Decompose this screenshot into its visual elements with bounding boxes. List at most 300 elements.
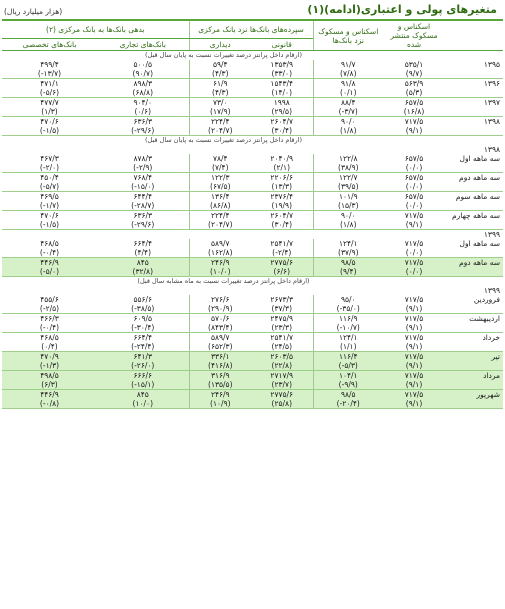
cell-c6: ۴۶۸/۵ — [40, 333, 59, 342]
row-label — [445, 182, 503, 192]
percent-change-row — [2, 69, 503, 79]
cell-c1: ۷۱۷/۵ — [404, 333, 424, 342]
cell-c1: ۷۱۷/۵ — [383, 258, 445, 268]
row-label — [445, 361, 503, 371]
percent-change-row — [2, 342, 503, 352]
cell-c2: (۳۵/۰-) — [313, 304, 383, 314]
value-row — [2, 154, 503, 163]
percent-change-row — [2, 220, 503, 230]
cell-c3: (۱۳/۳) — [251, 182, 313, 192]
cell-c4: (۴۱۶/۸) — [189, 361, 251, 371]
value-row — [2, 98, 503, 108]
header-specialized: بانک‌های تخصصی — [2, 39, 97, 51]
cell-c2: (۹/۹-) — [313, 380, 383, 390]
cell-c3: ۲۳۷۶/۴ — [270, 192, 294, 201]
cell-c6: (۰/۴-) — [2, 248, 97, 258]
cell-c1: ۶۵۷/۵ — [404, 154, 424, 163]
row-label — [445, 107, 503, 117]
cell-c6: (۶/۳) — [2, 380, 97, 390]
empty-cell — [2, 145, 97, 154]
row-label: مرداد — [445, 371, 503, 381]
cell-c2: (۳۹/۵) — [313, 182, 383, 192]
cell-c1: ۶۵۷/۵ — [404, 173, 424, 182]
cell-c5: (۲۴/۴-) — [97, 342, 189, 352]
cell-c6: (۱۳/۷-) — [2, 69, 97, 79]
header-label — [445, 20, 503, 39]
cell-c2: ۹۵/۰ — [313, 295, 383, 304]
cell-c3: ۲۲۰۶/۶ — [270, 173, 294, 182]
cell-c1: (۰/۰) — [383, 248, 445, 258]
cell-c1: ۷۱۷/۵ — [404, 211, 424, 220]
cell-c4: (۴/۳) — [189, 69, 251, 79]
value-row — [2, 295, 503, 304]
empty-cell — [383, 145, 445, 154]
cell-c6: (۱/۳-) — [2, 361, 97, 371]
cell-c4: ۱۲۲/۳ — [189, 173, 251, 183]
cell-c5: ۶۶۶/۶ — [97, 371, 189, 381]
cell-c2: (۲۰/۴-) — [313, 399, 383, 409]
cell-c5: ۶۴۱/۳ — [97, 352, 189, 362]
section-year-label: ۱۳۹۹ — [483, 286, 501, 295]
cell-c3: (۱۴/۰) — [251, 88, 313, 98]
empty-cell — [97, 286, 189, 295]
cell-c4: ۳۱۶/۹ — [189, 371, 251, 381]
cell-c5: (۳۰/۴-) — [97, 323, 189, 333]
cell-c6: (۵/۷-) — [2, 182, 97, 192]
empty-cell — [251, 145, 313, 154]
cell-c4: (۷/۴) — [189, 163, 251, 173]
row-label — [445, 304, 503, 314]
value-row — [2, 60, 503, 69]
cell-c5: ۸۴۵ — [97, 390, 189, 400]
percent-change-row — [2, 107, 503, 117]
row-label: ۱۳۹۶ — [483, 79, 501, 88]
cell-c5: ۸۷۸/۳ — [133, 154, 153, 163]
cell-c4: (۲۰۴/۷) — [189, 126, 251, 136]
section-year-row — [2, 145, 503, 154]
cell-c4: (۲۰۴/۷) — [189, 220, 251, 230]
section-year-label: ۱۳۹۸ — [483, 145, 501, 154]
cell-c2: ۱۱۶/۹ — [313, 314, 383, 324]
cell-c2: ۹۰/۰ — [313, 211, 383, 221]
cell-c1: (۹/۱) — [383, 323, 445, 333]
cell-c5: ۶۳۶/۳ — [133, 117, 153, 126]
cell-c4: ۲۷۶/۶ — [189, 295, 251, 304]
cell-c6: ۴۷۱/۱ — [40, 79, 59, 88]
cell-c3: (۳۰/۴) — [251, 126, 313, 136]
row-label: ۱۳۹۷ — [483, 98, 501, 107]
row-label — [445, 201, 503, 211]
cell-c3: ۱۹۹۸ — [273, 98, 290, 107]
percent-change-row — [2, 126, 503, 136]
header-deposits-group: سپرده‌های بانک‌ها نزد بانک مرکزی — [189, 20, 313, 39]
cell-c4: (۱۶۲/۸) — [189, 248, 251, 258]
percent-change-row — [2, 267, 503, 277]
cell-c3: ۱۳۵۳/۹ — [270, 60, 294, 69]
header-currency-issued: اسکناس و مسکوک منتشر شده — [383, 20, 445, 51]
cell-c6: ۴۵۵/۶ — [40, 295, 59, 304]
cell-c2: ۱۲۴/۱ — [313, 333, 383, 343]
cell-c3: (۲۳/۳) — [251, 323, 313, 333]
percent-change-row — [2, 323, 503, 333]
cell-c3: ۲۶۰۳/۵ — [251, 352, 313, 362]
cell-c2: ۹۱/۸ — [313, 79, 383, 89]
cell-c4: (۱۳۵/۵) — [189, 380, 251, 390]
cell-c6: (۵/۰-) — [2, 267, 97, 277]
header-debt-group: بدهی بانک‌ها به بانک مرکزی (۲) — [2, 20, 189, 39]
row-label: سه ماهه سوم — [455, 192, 501, 201]
cell-c4: (۱۷/۹) — [189, 107, 251, 117]
percent-change-row — [2, 248, 503, 258]
cell-c5: ۹۰۴/۰ — [133, 98, 153, 107]
empty-cell — [97, 230, 189, 240]
cell-c3: (۳۰/۴) — [251, 220, 313, 230]
cell-c6: (۱/۳) — [2, 107, 97, 117]
cell-c1: ۷۱۷/۵ — [383, 371, 445, 381]
row-label — [445, 69, 503, 79]
cell-c2: ۸۸/۴ — [313, 98, 383, 108]
cell-c4: ۵۷۰/۶ — [189, 314, 251, 324]
note-label-cell — [445, 136, 503, 146]
unit-label: (هزار میلیارد ریال) — [4, 7, 63, 16]
cell-c2: ۹۱/۷ — [313, 60, 383, 69]
cell-c5: (۲۸/۷-) — [97, 201, 189, 211]
row-label — [445, 88, 503, 98]
note-row — [2, 277, 503, 287]
note-label-cell — [445, 277, 503, 287]
cell-c4: ۱۳۶/۴ — [189, 192, 251, 202]
table-note: (ارقام داخل پرانتز درصد تغییرات نسبت به پایان سال قبل) — [145, 51, 303, 59]
row-label: سه ماهه دوم — [459, 173, 501, 182]
row-label — [445, 342, 503, 352]
cell-c5: (۱۵/۰-) — [97, 182, 189, 192]
row-label — [445, 323, 503, 333]
cell-c6: (۵/۶-) — [2, 88, 97, 98]
value-row — [2, 314, 503, 324]
cell-c6: (۲/۵-) — [2, 304, 97, 314]
cell-c6: ۴۹۸/۵ — [2, 371, 97, 381]
section-year-row — [2, 286, 503, 295]
cell-c6: ۴۶۷/۳ — [40, 154, 59, 163]
cell-c3: ۲۴۷۵/۹ — [270, 314, 294, 323]
cell-c6: ۴۶۶/۳ — [40, 314, 59, 323]
cell-c1: (۹/۱) — [383, 304, 445, 314]
cell-c4: (۸۶/۸) — [189, 201, 251, 211]
percent-change-row — [2, 361, 503, 371]
cell-c4: ۲۲۴/۴ — [189, 117, 251, 127]
cell-c1: (۹/۱) — [383, 380, 445, 390]
value-row — [2, 192, 503, 202]
percent-change-row — [2, 88, 503, 98]
cell-c3: ۲۶۰۴/۷ — [270, 211, 294, 220]
cell-c6: (۱/۷-) — [2, 201, 97, 211]
cell-c5: ۵۰۰/۵ — [133, 60, 153, 69]
percent-change-row — [2, 163, 503, 173]
cell-c4: ۲۲۴/۴ — [189, 211, 251, 221]
cell-c5: ۸۹۸/۳ — [133, 79, 153, 88]
row-label — [445, 220, 503, 230]
cell-c6: (۲/۰-) — [2, 163, 97, 173]
cell-c4: ۵۸۹/۷ — [189, 333, 251, 343]
cell-c4: ۲۴۶/۹ — [189, 390, 251, 400]
empty-cell — [189, 145, 251, 154]
cell-c5: ۶۰۹/۵ — [133, 314, 153, 323]
cell-c5: ۶۴۴/۴ — [133, 192, 153, 201]
cell-c1: (۹/۱) — [383, 220, 445, 230]
cell-c6: ۴۵۰/۴ — [40, 173, 59, 182]
cell-c6: ۴۷۷/۷ — [40, 98, 59, 107]
row-label — [445, 163, 503, 173]
row-label: سه ماهه چهارم — [452, 211, 501, 220]
cell-c1: (۵/۳) — [383, 88, 445, 98]
percent-change-row — [2, 304, 503, 314]
table-title: متغیرهای پولی و اعتباری(ادامه)(۱) — [307, 3, 497, 16]
cell-c5: (۲۹/۶-) — [97, 220, 189, 230]
row-label: ۱۳۹۸ — [483, 117, 501, 126]
empty-cell — [251, 286, 313, 295]
header-row-1 — [2, 20, 503, 39]
cell-c1: ۷۱۷/۵ — [404, 314, 424, 323]
value-row — [2, 173, 503, 183]
header-legal: قانونی — [251, 39, 313, 51]
empty-cell — [313, 230, 383, 240]
cell-c5: (۶۸/۸) — [97, 88, 189, 98]
section-year-label: ۱۳۹۹ — [483, 230, 501, 239]
empty-cell — [2, 230, 97, 240]
cell-c4: ۶۱/۹ — [189, 79, 251, 89]
row-label — [445, 380, 503, 390]
cell-c6: (۱/۵-) — [2, 126, 97, 136]
cell-c3: ۲۷۷۵/۶ — [251, 258, 313, 268]
cell-c3: (۱۹/۹) — [251, 201, 313, 211]
cell-c6: (۰/۸-) — [2, 399, 97, 409]
cell-c5: ۶۶۴/۴ — [133, 333, 153, 342]
cell-c1: (۹/۱) — [383, 342, 445, 352]
cell-c3: ۲۶۷۳/۳ — [270, 295, 294, 304]
value-row — [2, 258, 503, 268]
cell-c2: ۱۲۴/۱ — [313, 239, 383, 248]
cell-c3: ۲۷۷۵/۶ — [251, 390, 313, 400]
cell-c1: ۷۱۷/۵ — [404, 295, 424, 304]
cell-c1: (۹/۱) — [383, 126, 445, 136]
cell-c1: (۰/۰) — [383, 182, 445, 192]
cell-c5: (۹۰/۷) — [97, 69, 189, 79]
header-commercial: بانک‌های تجاری — [97, 39, 189, 51]
cell-c3: (۲/۴-) — [251, 248, 313, 258]
empty-cell — [383, 286, 445, 295]
row-label: فروردین — [473, 295, 501, 304]
percent-change-row — [2, 380, 503, 390]
cell-c3: ۲۵۴۱/۷ — [270, 239, 294, 248]
cell-c5: (۳۲/۸) — [97, 267, 189, 277]
header-sight: دیداری — [189, 39, 251, 51]
cell-c6: (۱/۵-) — [2, 220, 97, 230]
cell-c2: (۱۰/۷-) — [313, 323, 383, 333]
row-label: سه ماهه دوم — [445, 258, 503, 268]
cell-c2: (۳۸/۹) — [313, 163, 383, 173]
cell-c1: (۹/۷) — [383, 69, 445, 79]
cell-c3: (۲۵/۸) — [251, 399, 313, 409]
empty-cell — [97, 145, 189, 154]
cell-c1: ۶۵۷/۵ — [404, 192, 424, 201]
cell-c3: (۶/۶) — [251, 267, 313, 277]
cell-c5: (۱۵/۱-) — [97, 380, 189, 390]
cell-c6: ۴۷۰/۶ — [40, 211, 59, 220]
cell-c5: ۸۴۵ — [97, 258, 189, 268]
cell-c5: (۲۹/۶-) — [97, 126, 189, 136]
empty-cell — [2, 286, 97, 295]
cell-c3: (۲/۱) — [251, 163, 313, 173]
cell-c2: (۵/۳-) — [313, 361, 383, 371]
cell-c3: (۲۳/۷) — [251, 380, 313, 390]
value-row — [2, 352, 503, 362]
cell-c4: ۳۳۶/۱ — [189, 352, 251, 362]
cell-c1: ۷۱۷/۵ — [383, 352, 445, 362]
cell-c6: (۰/۴) — [2, 342, 97, 352]
value-row — [2, 371, 503, 381]
row-label: شهریور — [445, 390, 503, 400]
table-note: (ارقام داخل پرانتز درصد تغییرات نسبت به ماه مشابه سال قبل) — [137, 277, 310, 285]
cell-c5: (۳۸/۵-) — [97, 304, 189, 314]
cell-c2: ۱۱۶/۴ — [313, 352, 383, 362]
value-row — [2, 333, 503, 343]
row-label: سه ماهه اول — [459, 154, 501, 163]
row-label: ۱۳۹۵ — [483, 60, 501, 69]
cell-c2: (۰/۱) — [313, 88, 383, 98]
cell-c1: ۷۱۷/۵ — [404, 239, 424, 248]
value-row — [2, 211, 503, 221]
cell-c5: ۶۶۴/۴ — [133, 239, 153, 248]
cell-c3: ۱۵۴۳/۴ — [270, 79, 294, 88]
row-label: تیر — [445, 352, 503, 362]
row-label — [445, 248, 503, 258]
cell-c1: ۵۶۳/۹ — [404, 79, 424, 88]
empty-cell — [189, 286, 251, 295]
cell-c2: ۹۰/۰ — [313, 117, 383, 127]
row-label: خرداد — [482, 333, 501, 342]
row-label — [445, 267, 503, 277]
cell-c3: ۲۰۴۰/۹ — [270, 154, 294, 163]
cell-c4: (۱۰/۰) — [189, 267, 251, 277]
cell-c5: ۵۵۶/۶ — [133, 295, 153, 304]
cell-c4: ۲۴۶/۹ — [189, 258, 251, 268]
cell-c5: ۷۶۸/۴ — [133, 173, 153, 182]
note-row — [2, 136, 503, 146]
cell-c2: (۷/۸) — [313, 69, 383, 79]
cell-c1: ۷۱۷/۵ — [383, 390, 445, 400]
cell-c5: (۲/۹-) — [97, 163, 189, 173]
cell-c2: (۱۵/۳) — [313, 201, 383, 211]
cell-c6: ۴۴۶/۹ — [2, 390, 97, 400]
row-label: اردیبهشت — [469, 314, 501, 323]
cell-c5: (۴/۴) — [97, 248, 189, 258]
note-row — [2, 51, 503, 61]
cell-c2: (۹/۴) — [313, 267, 383, 277]
empty-cell — [383, 230, 445, 240]
note-label-cell — [445, 51, 503, 61]
header-currency-banks: اسکناس و مسکوک نزد بانک‌ها — [313, 20, 383, 51]
cell-c3: (۲۴/۵) — [251, 342, 313, 352]
cell-c1: (۱۶/۸) — [383, 107, 445, 117]
value-row — [2, 117, 503, 127]
cell-c2: (۱/۱) — [313, 342, 383, 352]
cell-c1: (۹/۱) — [383, 361, 445, 371]
cell-c2: ۱۰۱/۹ — [313, 192, 383, 202]
value-row — [2, 390, 503, 400]
header-label-2 — [445, 39, 503, 51]
cell-c4: ۵۹/۴ — [189, 60, 251, 69]
cell-c2: (۱/۸) — [313, 220, 383, 230]
section-year-row — [2, 230, 503, 240]
cell-c2: (۳/۷-) — [313, 107, 383, 117]
cell-c2: ۹۸/۵ — [313, 258, 383, 268]
cell-c4: (۸۴۳/۴) — [189, 323, 251, 333]
monetary-variables-table — [2, 19, 503, 409]
empty-cell — [313, 286, 383, 295]
cell-c6: ۴۶۹/۵ — [40, 192, 59, 201]
cell-c4: ۵۸۹/۷ — [189, 239, 251, 248]
cell-c4: (۶۵۲/۳) — [189, 342, 251, 352]
cell-c3: (۳۷/۳) — [251, 304, 313, 314]
cell-c1: (۹/۱) — [383, 399, 445, 409]
cell-c4: (۲۹۰/۹) — [189, 304, 251, 314]
cell-c3: ۲۶۰۴/۷ — [270, 117, 294, 126]
cell-c1: (۰/۰) — [383, 163, 445, 173]
cell-c4: (۱۰/۹) — [189, 399, 251, 409]
cell-c1: (۰/۰) — [383, 201, 445, 211]
empty-cell — [189, 230, 251, 240]
cell-c1: ۵۳۵/۱ — [404, 60, 424, 69]
cell-c3: (۳۳/۰) — [251, 69, 313, 79]
cell-c6: ۴۷۰/۶ — [40, 117, 59, 126]
cell-c6: ۴۶۸/۵ — [40, 239, 59, 248]
row-label — [445, 126, 503, 136]
percent-change-row — [2, 182, 503, 192]
empty-cell — [313, 145, 383, 154]
cell-c1: (۰/۰) — [383, 267, 445, 277]
cell-c6: ۴۷۰/۹ — [2, 352, 97, 362]
percent-change-row — [2, 399, 503, 409]
cell-c2: (۳۷/۹) — [313, 248, 383, 258]
cell-c3: ۲۵۴۱/۷ — [270, 333, 294, 342]
row-label: سه ماهه اول — [459, 239, 501, 248]
cell-c1: ۷۱۷/۵ — [404, 117, 424, 126]
cell-c3: (۲۹/۵) — [251, 107, 313, 117]
cell-c1: ۶۵۷/۵ — [404, 98, 424, 107]
row-label — [445, 399, 503, 409]
cell-c5: ۶۳۶/۳ — [133, 211, 153, 220]
percent-change-row — [2, 201, 503, 211]
cell-c4: ۷۳/۰ — [189, 98, 251, 108]
cell-c2: ۹۸/۵ — [313, 390, 383, 400]
table-note: (ارقام داخل پرانتز درصد تغییرات نسبت به پایان سال قبل) — [145, 136, 303, 144]
cell-c6: ۴۴۶/۹ — [2, 258, 97, 268]
cell-c4: (۶۷/۵) — [189, 182, 251, 192]
cell-c2: ۱۲۲/۷ — [313, 173, 383, 183]
cell-c6: ۴۹۹/۴ — [40, 60, 59, 69]
value-row — [2, 79, 503, 89]
cell-c5: (۲۶/۰-) — [97, 361, 189, 371]
cell-c6: (۰/۴-) — [2, 323, 97, 333]
empty-cell — [251, 230, 313, 240]
cell-c4: (۴/۳) — [189, 88, 251, 98]
table-body — [2, 51, 503, 409]
cell-c3: (۲۲/۸) — [251, 361, 313, 371]
value-row — [2, 239, 503, 248]
cell-c2: ۱۲۲/۸ — [313, 154, 383, 163]
cell-c3: ۲۷۱۷/۹ — [251, 371, 313, 381]
cell-c4: ۷۸/۴ — [189, 154, 251, 163]
